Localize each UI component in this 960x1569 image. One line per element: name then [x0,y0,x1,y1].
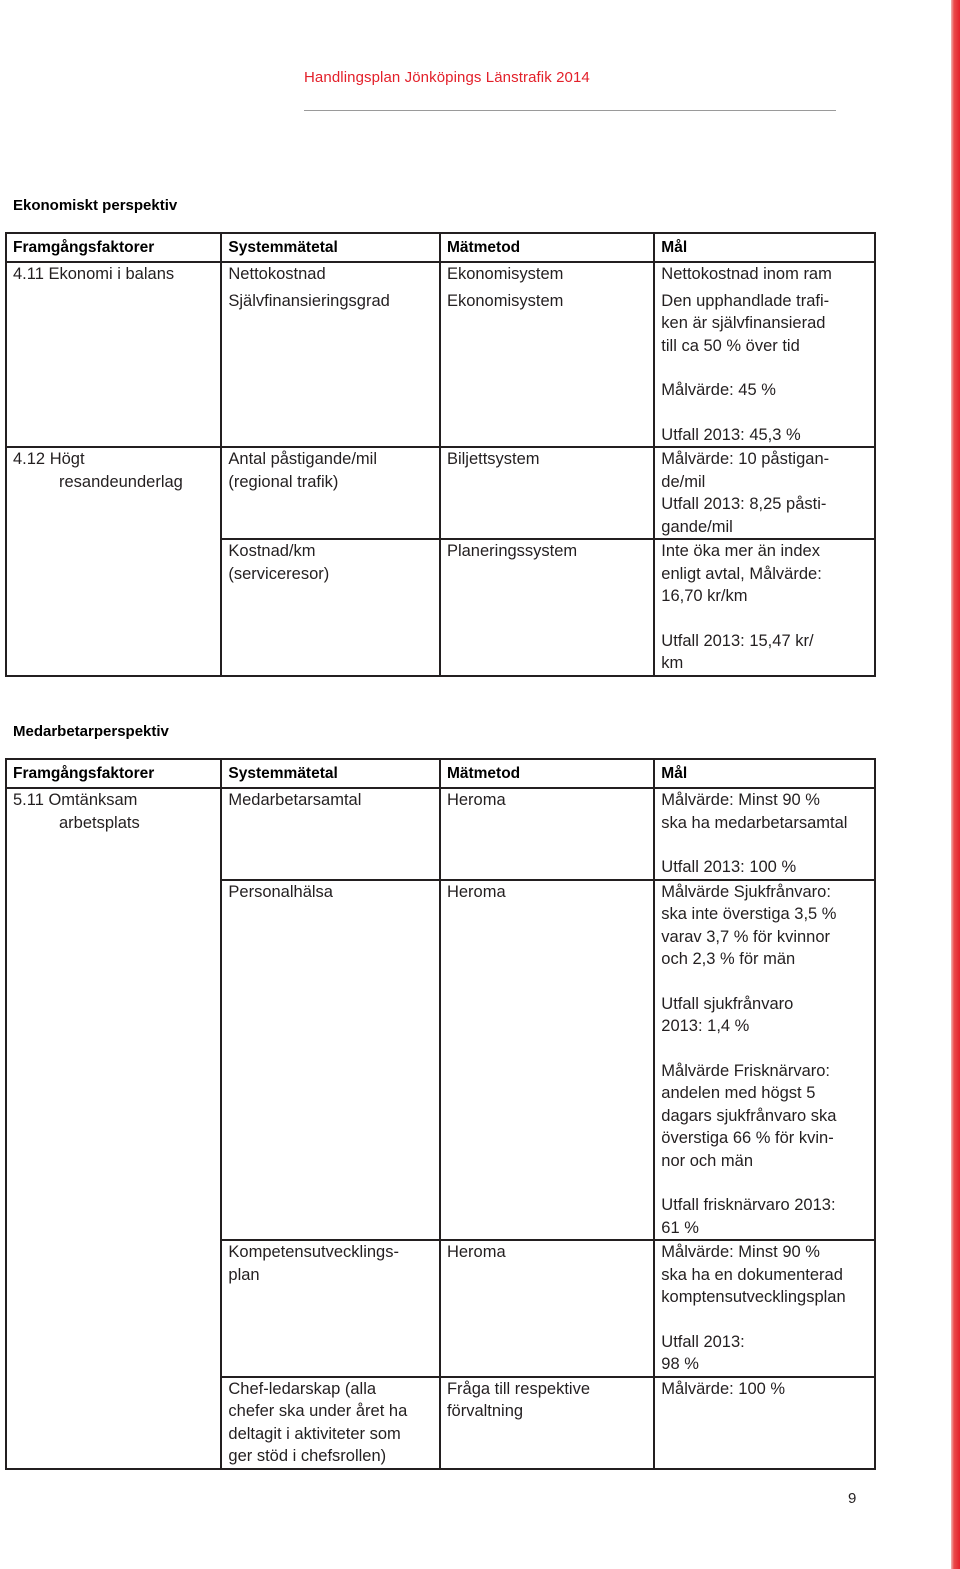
metric-cell [221,1377,440,1469]
method-cell: Biljettsystem [440,447,654,539]
table-header-row [6,233,875,262]
factor-text: resandeunderlag [59,472,183,491]
page-edge-bar [951,0,960,1569]
column-header-mal: Mål [654,759,875,788]
column-header-matmetod: Mätmetod [440,233,654,262]
goal-cell [654,447,875,539]
goal-line: Nettokostnad inom ram [661,265,832,283]
metric-cell: Nettokostnad [221,262,440,286]
metric-line: plan [228,1265,260,1284]
metric-cell: Personalhälsa [221,880,440,1241]
method-cell: Heroma [440,1240,654,1377]
metric-line: (serviceresor) [228,564,330,583]
goal-line: ska inte överstiga 3,5 % [661,905,837,923]
table-ekonomiskt-perspektiv [5,232,876,677]
goal-line: komptensutvecklingsplan [661,1288,846,1306]
goal-line: nor och män [661,1151,753,1170]
factor-text: 4.12 Högt [13,450,85,468]
goal-cell [654,539,875,676]
goal-line: ska ha en dokumenterad [661,1265,843,1284]
goal-line: Utfall 2013: 8,25 påsti- [661,495,827,513]
table-row [6,262,875,286]
goal-line: 2013: 1,4 % [661,1017,750,1035]
goal-cell [654,262,875,286]
goal-line: de/mil [661,472,706,491]
table-row [6,788,875,880]
goal-line: Målvärde: Minst 90 % [661,791,820,809]
metric-cell [221,1240,440,1377]
document-header-title: Handlingsplan Jönköpings Länstrafik 2014 [304,69,590,86]
column-header-matmetod: Mätmetod [440,759,654,788]
goal-line: Målvärde: Minst 90 % [661,1243,820,1261]
goal-line: Utfall frisknärvaro 2013: [661,1196,836,1214]
method-cell: Ekonomisystem [440,262,654,286]
goal-line: överstiga 66 % för kvin- [661,1129,834,1147]
metric-cell [221,447,440,539]
metric-line: Kompetensutvecklings- [228,1243,399,1261]
column-header-systemmatetal: Systemmätetal [221,233,440,262]
metric-line: deltagit i aktiviteter som [228,1424,401,1443]
goal-line: Den upphandlade trafi- [661,291,830,310]
metric-cell: Medarbetarsamtal [221,788,440,880]
goal-line: Utfall 2013: 100 % [661,858,797,876]
factor-text: 4.11 Ekonomi i balans [13,265,175,283]
goal-line: och 2,3 % för män [661,950,796,968]
section-heading-medarbetar: Medarbetarperspektiv [13,723,169,740]
goal-line: Målvärde: 10 påstigan- [661,450,830,468]
goal-cell [654,788,875,880]
goal-cell [654,1240,875,1377]
column-header-mal: Mål [654,233,875,262]
goal-line: enligt avtal, Målvärde: [661,564,822,583]
goal-line: Målvärde: 100 % [661,1379,786,1398]
table-medarbetarperspektiv [5,758,876,1470]
metric-line: chefer ska under året ha [228,1402,408,1420]
method-cell [440,1377,654,1469]
goal-line: ska ha medarbetarsamtal [661,813,848,832]
goal-line: ken är självfinansierad [661,314,826,332]
method-cell: Ekonomisystem [440,286,654,448]
method-cell: Heroma [440,880,654,1241]
goal-cell [654,1377,875,1469]
factor-cell [6,788,221,1469]
method-line: Fråga till respektive [446,1379,591,1398]
column-header-systemmatetal: Systemmätetal [221,759,440,788]
goal-line: Målvärde: 45 % [661,381,776,399]
goal-line: dagars sjukfrånvaro ska [661,1106,837,1125]
goal-line: till ca 50 % över tid [661,336,800,355]
goal-line: km [661,654,684,672]
goal-line: Utfall 2013: [661,1332,745,1351]
factor-text: arbetsplats [59,813,140,832]
metric-line: Antal påstigande/mil [228,450,377,468]
page-number: 9 [848,1490,857,1507]
goal-line: varav 3,7 % för kvinnor [661,927,831,946]
goal-line: 16,70 kr/km [661,587,748,605]
header-divider [304,110,836,111]
goal-line: andelen med högst 5 [661,1084,816,1102]
factor-cell [6,262,221,447]
goal-line: Inte öka mer än index [661,542,820,560]
column-header-framgangsfaktorer: Framgångsfaktorer [6,759,221,788]
metric-cell: Självfinansieringsgrad [221,286,440,448]
goal-line: gande/mil [661,517,733,536]
factor-cell [6,447,221,676]
goal-line: 98 % [661,1355,699,1373]
goal-cell [654,880,875,1241]
factor-text: 5.11 Omtänksam [13,791,138,809]
goal-line: 61 % [661,1218,699,1237]
method-cell: Heroma [440,788,654,880]
table-header-row [6,759,875,788]
goal-line: Utfall 2013: 15,47 kr/ [661,631,814,650]
table-row [6,447,875,539]
column-header-framgangsfaktorer: Framgångsfaktorer [6,233,221,262]
goal-line: Utfall 2013: 45,3 % [661,425,801,444]
goal-cell [654,286,875,448]
section-heading-ekonomiskt: Ekonomiskt perspektiv [13,197,178,214]
metric-line: Kostnad/km [228,542,316,560]
metric-line: Chef-ledarskap (alla [228,1379,377,1398]
method-line: förvaltning [446,1402,524,1420]
goal-line: Utfall sjukfrånvaro [661,994,794,1013]
method-cell: Planeringssystem [440,539,654,676]
goal-line: Målvärde Sjukfrånvaro: [661,882,831,901]
metric-line: ger stöd i chefsrollen) [228,1447,387,1465]
goal-line: Målvärde Frisknärvaro: [661,1061,830,1080]
metric-cell [221,539,440,676]
metric-line: (regional trafik) [228,472,339,491]
